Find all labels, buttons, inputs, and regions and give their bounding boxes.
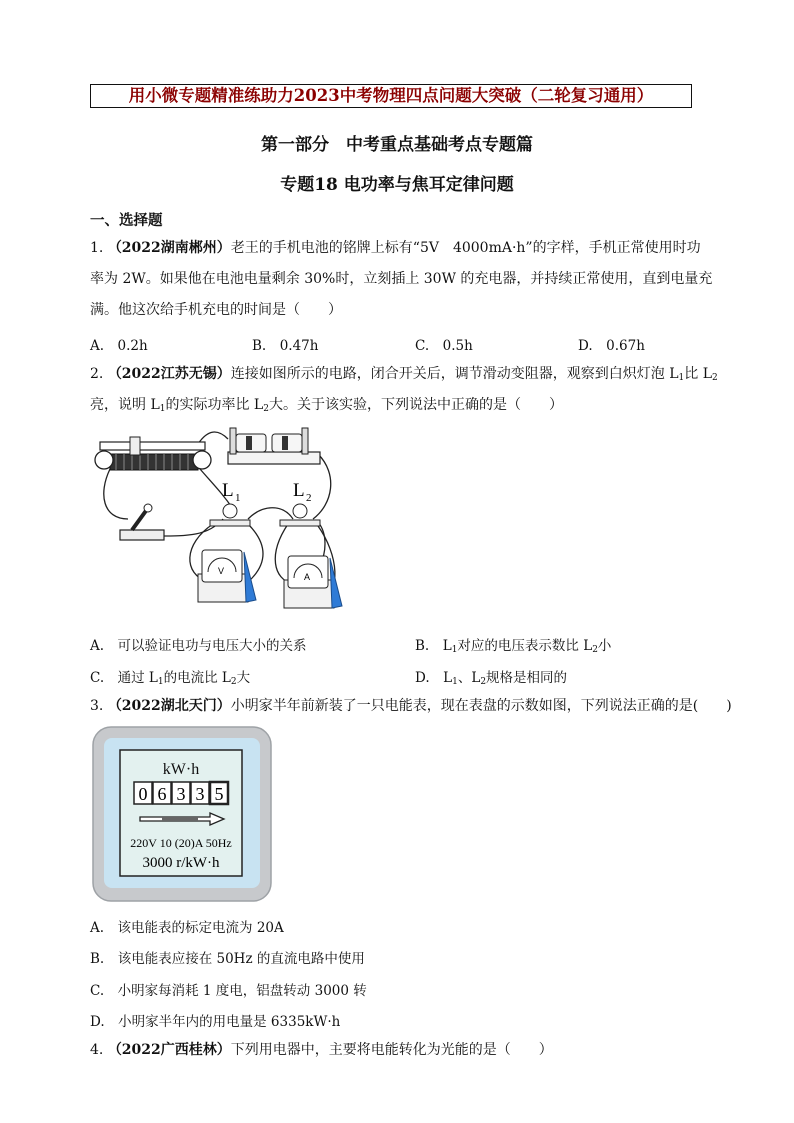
q3-number: 3. <box>90 698 104 714</box>
meter-spec: 220V 10 (20)A 50Hz <box>130 836 232 850</box>
meter-unit: kW·h <box>162 761 200 778</box>
switch <box>120 504 164 540</box>
q2-opt-c-sub2: 2 <box>230 677 237 687</box>
q2-opt-b-c: 小 <box>597 638 612 654</box>
q2-opt-c-c: 大 <box>236 670 251 686</box>
q2-opt-d-b: 、L <box>457 670 481 686</box>
section-heading: 一、选择题 <box>90 212 163 229</box>
q4-source: （2022广西桂林） <box>107 1042 231 1058</box>
energy-meter-figure <box>92 726 272 902</box>
q2-option-d <box>415 666 567 687</box>
q4-text: 下列用电器中，主要将电能转化为光能的是（ ） <box>230 1042 553 1058</box>
q3-option-b: B. 该电能表应接在 50Hz 的直流电路中使用 <box>90 951 365 967</box>
q2-option-b <box>415 634 611 655</box>
meter-digit-3: 3 <box>176 784 186 804</box>
rheostat <box>95 437 211 470</box>
q3-option-d: D. 小明家半年内的用电量是 6335kW·h <box>90 1014 341 1030</box>
topic-title: 专题18 电功率与焦耳定律问题 <box>280 175 514 195</box>
q1-option-c: C. 0.5h <box>415 338 473 354</box>
q2-opt-d-c: 规格是相同的 <box>486 670 568 686</box>
lamp-l2 <box>280 480 320 526</box>
q2-opt-d-sub1: 1 <box>452 677 458 687</box>
q2-opt-c-b: 的电流比 L <box>163 670 231 686</box>
banner-title: 用小微专题精准练助力2023中考物理四点问题大突破（二轮复习通用） <box>90 84 692 108</box>
lamp-l1-label: L <box>222 480 234 501</box>
q2-sub-2: 2 <box>712 373 718 383</box>
meter-digit-4: 3 <box>195 784 205 804</box>
q1-option-d: D. 0.67h <box>578 338 645 354</box>
meter-digits <box>134 782 228 804</box>
q2-opt-c-sub1: 1 <box>157 677 164 687</box>
voltmeter <box>198 550 256 602</box>
q2-line2 <box>90 396 710 418</box>
q2-sub-3: 1 <box>159 404 166 414</box>
q3-option-c: C. 小明家每消耗 1 度电，铝盘转动 3000 转 <box>90 983 367 999</box>
q2-opt-b-sub2: 2 <box>592 645 598 655</box>
meter-digit-5: 5 <box>214 784 224 804</box>
q2-source: （2022江苏无锡） <box>107 366 231 382</box>
q2-option-c <box>90 666 250 687</box>
q2-opt-d-sub2: 2 <box>480 677 487 687</box>
q1-option-b: B. 0.47h <box>252 338 319 354</box>
lamp-l1-sub: 1 <box>235 492 241 504</box>
q2-text-2a: 亮，说明 L <box>90 397 160 413</box>
circuit-figure <box>88 424 348 616</box>
q2-text-2c: 大。关于该实验，下列说法中正确的是（ ） <box>268 397 563 413</box>
ammeter-label: A <box>304 572 311 582</box>
q3-text: 小明家半年前新装了一只电能表，现在表盘的示数如图，下列说法正确的是( ) <box>230 698 732 714</box>
q2-opt-d-a: D. L <box>415 670 453 686</box>
q1-line3: 满。他这次给手机充电的时间是（ ） <box>90 302 342 318</box>
ammeter <box>284 556 342 608</box>
q2-sub-1: 1 <box>678 373 685 383</box>
q4-line1 <box>90 1041 710 1059</box>
q1-number: 1. <box>90 240 104 256</box>
lamp-l2-label: L <box>293 480 305 501</box>
q2-text-1b: 比 L <box>684 366 713 382</box>
q2-opt-b-b: 对应的电压表示数比 L <box>457 638 593 654</box>
voltmeter-label: V <box>218 566 225 576</box>
q2-line1 <box>90 365 718 387</box>
q2-opt-c-a: C. 通过 L <box>90 670 158 686</box>
q4-number: 4. <box>90 1042 104 1058</box>
meter-rev: 3000 r/kW·h <box>142 855 220 871</box>
q2-text-1a: 连接如图所示的电路，闭合开关后，调节滑动变阻器，观察到白炽灯泡 L <box>230 366 679 382</box>
q1-line2: 率为 2W。如果他在电池电量剩余 30%时，立刻插上 30W 的充电器，并持续正常使用，直到电量充 <box>90 271 713 287</box>
q1-source: （2022湖南郴州） <box>107 240 231 256</box>
q1-option-a: A. 0.2h <box>90 338 148 354</box>
q2-opt-b-sub1: 1 <box>451 645 458 655</box>
q2-option-a: A. 可以验证电功与电压大小的关系 <box>90 638 307 654</box>
q3-line1 <box>90 697 732 715</box>
q2-number: 2. <box>90 366 104 382</box>
lamp-l2-sub: 2 <box>306 492 312 504</box>
q1-line1 <box>90 239 710 257</box>
q1-text-1: 老王的手机电池的铭牌上标有“5V 4000mA·h”的字样，手机正常使用时功 <box>230 240 701 256</box>
part-title: 第一部分 中考重点基础考点专题篇 <box>261 135 533 155</box>
q2-opt-b-a: B. L <box>415 638 452 654</box>
q3-option-a: A. 该电能表的标定电流为 20A <box>90 920 284 936</box>
q2-sub-4: 2 <box>263 404 269 414</box>
meter-digit-2: 6 <box>157 784 167 804</box>
battery-box <box>228 428 320 464</box>
meter-digit-1: 0 <box>138 784 148 804</box>
q2-text-2b: 的实际功率比 L <box>165 397 264 413</box>
q3-source: （2022湖北天门） <box>107 698 231 714</box>
